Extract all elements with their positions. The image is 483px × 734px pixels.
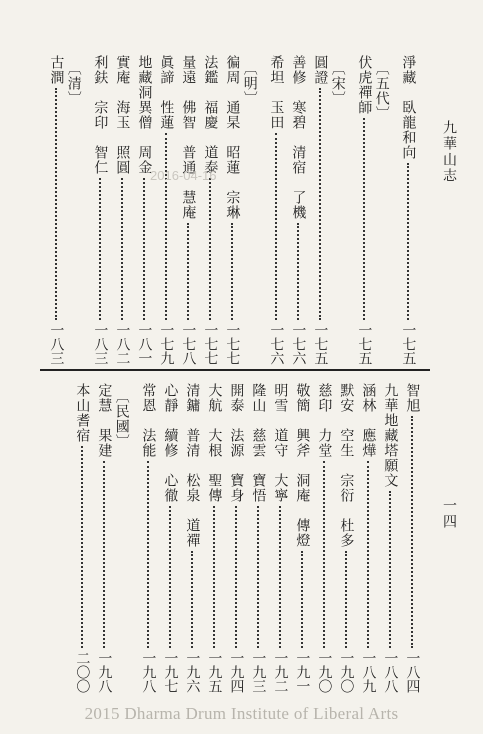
toc-page-number: 二〇〇: [74, 651, 91, 693]
dot-leader: [209, 178, 211, 320]
toc-entry-names: 伏虎禪師: [356, 55, 373, 115]
section-divider: [40, 369, 430, 371]
toc-era-heading: [66, 61, 90, 110]
dot-leader: [143, 178, 145, 320]
dot-leader: [389, 491, 391, 648]
toc-entry: [286, 55, 310, 365]
toc-page-number: 一九一: [294, 651, 311, 693]
toc-entry-names: 涵林 應燁: [360, 383, 377, 458]
toc-page-number: 一九八: [96, 651, 113, 693]
toc-entry-names: 〔清〕: [65, 61, 82, 106]
toc-era-heading: [114, 389, 138, 453]
toc-entry-names: 〔明〕: [241, 61, 258, 106]
dot-leader: [235, 506, 237, 648]
toc-entry-names: 〔五代〕: [373, 61, 390, 121]
toc-entry: [290, 383, 314, 693]
toc-page-number: 一八三: [92, 323, 109, 365]
toc-entry-names: 心靜 續修 心徹: [162, 383, 179, 503]
toc-era-heading: [330, 61, 354, 110]
toc-entry: [176, 55, 200, 365]
toc-entry: [220, 55, 244, 365]
dot-leader: [407, 163, 409, 320]
dot-leader: [301, 551, 303, 648]
toc-entry: [268, 383, 292, 693]
toc-entry: [44, 55, 68, 365]
toc-entry: [154, 55, 178, 365]
dot-leader: [411, 416, 413, 648]
toc-entry-names: 敬簡 興斧 洞庵 傳燈: [294, 383, 311, 548]
toc-entry-names: 大航 大根 聖傳: [206, 383, 223, 503]
dot-leader: [103, 461, 105, 648]
toc-page-number: 一九二: [272, 651, 289, 693]
toc-page-number: 一八八: [382, 651, 399, 693]
dot-leader: [275, 133, 277, 320]
toc-entry-names: 徧周 通杲 昭蓮 宗琳: [224, 55, 241, 220]
dot-leader: [169, 506, 171, 648]
toc-page-number: 一九〇: [316, 651, 333, 693]
dot-leader: [187, 223, 189, 320]
toc-entry-names: 開泰 法源 寶身: [228, 383, 245, 503]
toc-entry-names: 〔宋〕: [329, 61, 346, 106]
toc-top-section: [0, 55, 483, 365]
dot-leader: [55, 88, 57, 320]
toc-entry: [110, 55, 134, 365]
toc-page-number: 一九六: [184, 651, 201, 693]
toc-page-number: 一七七: [224, 323, 241, 365]
toc-page-number: 一九七: [162, 651, 179, 693]
toc-page-number: 一八四: [404, 651, 421, 693]
toc-page-number: 一八二: [114, 323, 131, 365]
toc-entry: [378, 383, 402, 693]
toc-era-heading: [374, 61, 398, 125]
toc-page-number: 一八三: [48, 323, 65, 365]
toc-entry: [312, 383, 336, 693]
toc-entry-names: 希坦 玉田: [268, 55, 285, 130]
toc-entry-names: 法鑑 福慶 道泰: [202, 55, 219, 175]
toc-entry: [180, 383, 204, 693]
toc-page-number: 一九四: [228, 651, 245, 693]
toc-entry-names: 定慧 果建: [96, 383, 113, 458]
toc-bottom-section: [0, 383, 483, 693]
toc-entry-names: 默安 空生 宗衍 杜多: [338, 383, 355, 548]
toc-entry: [158, 383, 182, 693]
toc-entry: [92, 383, 116, 693]
toc-entry-names: 眞諦 性蓮: [158, 55, 175, 130]
toc-entry-names: 明雪 道守 大寧: [272, 383, 289, 503]
toc-entry: [334, 383, 358, 693]
dot-leader: [147, 461, 149, 648]
toc-entry: [132, 55, 156, 365]
dot-leader: [297, 223, 299, 320]
dot-leader: [257, 506, 259, 648]
dot-leader: [191, 551, 193, 648]
toc-entry: [202, 383, 226, 693]
toc-entry-names: 清鏞 普清 松泉 道禪: [184, 383, 201, 548]
toc-entry-names: 古澗: [48, 55, 65, 85]
toc-era-heading: [242, 61, 266, 110]
toc-entry: [246, 383, 270, 693]
toc-page-number: 一九八: [140, 651, 157, 693]
dot-leader: [165, 133, 167, 320]
running-title: 九華山志: [441, 120, 457, 184]
toc-entry-names: 善修 寒碧 清宿 了機: [290, 55, 307, 220]
toc-entry-names: 隆山 慈雲 寶悟: [250, 383, 267, 503]
toc-page-number: 一八一: [136, 323, 153, 365]
dot-leader: [231, 223, 233, 320]
toc-entry: [88, 55, 112, 365]
dot-leader: [367, 461, 369, 648]
toc-page-number: 一七七: [202, 323, 219, 365]
toc-entry: [136, 383, 160, 693]
toc-entry: [224, 383, 248, 693]
toc-entry: [308, 55, 332, 365]
toc-entry-names: 慈印 力堂: [316, 383, 333, 458]
toc-entry-names: 實庵 海玉 照圓: [114, 55, 131, 175]
toc-entry-names: 圓證: [312, 55, 329, 85]
toc-page-number: 一七五: [312, 323, 329, 365]
toc-page-number: 一七五: [400, 323, 417, 365]
toc-entry: [356, 383, 380, 693]
dot-leader: [99, 178, 101, 320]
toc-entry-names: 智旭: [404, 383, 421, 413]
toc-entry-names: 本山耆宿: [74, 383, 91, 443]
toc-entry-names: 九華地藏塔願文: [382, 383, 399, 488]
toc-page-number: 一八九: [360, 651, 377, 693]
toc-entry: [70, 383, 94, 693]
dot-leader: [323, 461, 325, 648]
toc-page-number: 一七六: [290, 323, 307, 365]
toc-entry: [400, 383, 424, 693]
watermark: 2015 Dharma Drum Institute of Liberal Arts: [84, 704, 399, 723]
page-number: 一四: [441, 498, 457, 530]
toc-page-number: 一七九: [158, 323, 175, 365]
toc-page-number: 一九五: [206, 651, 223, 693]
toc-entry-names: 利鈇 宗印 智仁: [92, 55, 109, 175]
toc-entry: [352, 55, 376, 365]
dot-leader: [121, 178, 123, 320]
toc-page-number: 一七六: [268, 323, 285, 365]
toc-page-number: 一九〇: [338, 651, 355, 693]
toc-entry-names: 地藏洞異僧 周金: [136, 55, 153, 175]
toc-entry: [396, 55, 420, 365]
date-stamp: 2016-04-16: [150, 168, 217, 183]
toc-page-number: 一七五: [356, 323, 373, 365]
dot-leader: [81, 446, 83, 648]
dot-leader: [213, 506, 215, 648]
toc-page-number: 一九三: [250, 651, 267, 693]
dot-leader: [345, 551, 347, 648]
dot-leader: [319, 88, 321, 320]
toc-entry-names: 淨藏 臥龍和向: [400, 55, 417, 160]
toc-entry-names: 常恩 法能: [140, 383, 157, 458]
toc-entry-names: 〔民國〕: [113, 389, 130, 449]
toc-entry: [198, 55, 222, 365]
toc-entry: [264, 55, 288, 365]
dot-leader: [279, 506, 281, 648]
dot-leader: [363, 118, 365, 320]
toc-page-number: 一七八: [180, 323, 197, 365]
toc-entry-names: 量遠 佛智 普通 慧庵: [180, 55, 197, 220]
